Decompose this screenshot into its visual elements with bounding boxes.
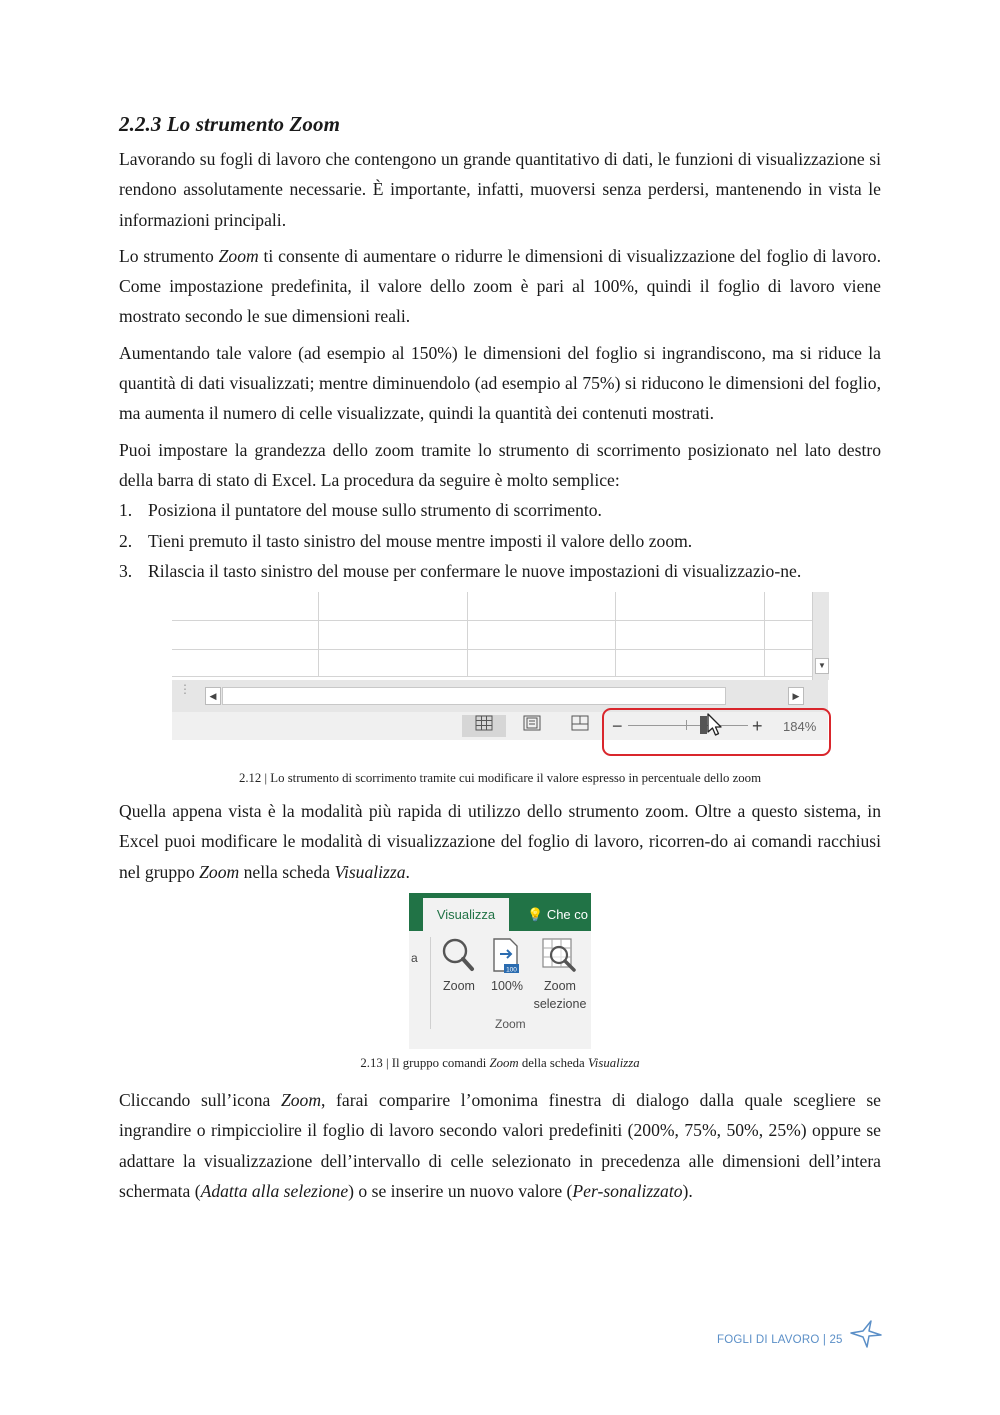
worksheet-grid bbox=[172, 592, 828, 677]
list-item bbox=[119, 556, 881, 586]
zoom-percentage[interactable]: 184% bbox=[783, 719, 817, 735]
figure-zoom-slider-screenshot bbox=[172, 592, 828, 740]
page-layout-icon[interactable] bbox=[510, 715, 554, 737]
ribbon-group-label: Zoom bbox=[495, 1017, 526, 1032]
ribbon-tab-bar bbox=[409, 893, 591, 931]
caption-2-text: 2.13 | Il gruppo comandi bbox=[360, 1056, 490, 1071]
scroll-right-icon[interactable]: ▶ bbox=[788, 687, 804, 705]
list-text: Posiziona il puntatore del mouse sullo strumento di scorrimento. bbox=[148, 500, 602, 521]
paragraph-6-italic-3: Per-sonalizzato bbox=[572, 1180, 683, 1201]
list-number: 2. bbox=[119, 530, 133, 551]
grid-line bbox=[172, 676, 812, 677]
figure-2-caption bbox=[119, 1055, 881, 1071]
grid-line bbox=[615, 592, 616, 677]
paragraph-2-italic: Zoom bbox=[218, 245, 259, 266]
group-separator bbox=[430, 937, 431, 1029]
zoom-in-button[interactable]: + bbox=[752, 716, 763, 737]
paragraph-5-italic: Zoom bbox=[199, 861, 240, 882]
figure-1-caption: 2.12 | Lo strumento di scorrimento tramite cui modificare il valore espresso in percentuale dello zoom bbox=[238, 771, 762, 786]
paragraph-5-text-mid: nella scheda bbox=[239, 861, 335, 882]
list-number: 1. bbox=[119, 500, 133, 521]
grid-line bbox=[467, 592, 468, 677]
paragraph-5 bbox=[119, 796, 881, 887]
tab-tell-me-label: Che co bbox=[546, 907, 589, 923]
zoom-selection-button-label[interactable] bbox=[529, 977, 591, 1013]
splitter-handle-icon[interactable]: ⋮ bbox=[179, 682, 191, 697]
zoom-out-button[interactable]: − bbox=[612, 716, 623, 737]
tab-tell-me[interactable] bbox=[527, 898, 588, 931]
grid-line bbox=[172, 649, 812, 650]
list-text: Rilascia il tasto sinistro del mouse per confermare le nuove impostazioni di visualizzazio-ne. bbox=[148, 560, 802, 581]
page-footer: FOGLI DI LAVORO | 25 bbox=[717, 1334, 843, 1346]
paragraph-3: Aumentando tale valore (ad esempio al 150%) le dimensioni del foglio si ingrandiscono, ma si riduce la quantità di dati visualizzati; mentre diminuendolo (ad esempio al 75%) si riducono le dimensioni del foglio, ma aumenta il numero di celle visualizzate, quindi la quantità dei contenuti mostrati. bbox=[119, 342, 881, 424]
paragraph-6-text: Cliccando sull’icona bbox=[119, 1090, 281, 1111]
paragraph-5-italic-2: Visualizza bbox=[334, 861, 406, 882]
grid-line bbox=[172, 620, 812, 621]
zoom-button-label[interactable]: Zoom bbox=[443, 979, 475, 994]
paragraph-2-text: Lo strumento bbox=[119, 245, 219, 266]
list-text: Tieni premuto il tasto sinistro del mouse mentre imposti il valore dello zoom. bbox=[148, 530, 693, 551]
paragraph-5-text: Quella appena vista è la modalità più rapida di utilizzo dello strumento zoom. Oltre a questo sistema, in Excel puoi modificare le modalità di visualizzazione del foglio di lavoro, ricorren-do ai comandi racchiusi nel gruppo bbox=[119, 801, 881, 882]
lightbulb-icon: 💡 bbox=[527, 907, 544, 923]
list-number: 3. bbox=[119, 560, 133, 581]
paragraph-6 bbox=[119, 1085, 881, 1206]
scroll-left-icon[interactable]: ◀ bbox=[205, 687, 221, 705]
list-item bbox=[119, 495, 881, 525]
scroll-down-icon[interactable]: ▼ bbox=[815, 658, 829, 674]
page-break-preview-icon[interactable] bbox=[558, 715, 602, 737]
tab-visualizza[interactable]: Visualizza bbox=[423, 898, 509, 931]
zoom-selection-label-line1: Zoom bbox=[544, 979, 576, 994]
zoom-magnifier-icon[interactable] bbox=[441, 937, 475, 978]
paragraph-2-text-rest: ti consente di aumentare o ridurre le dimensioni di visualizzazione del foglio di lavoro. Come impostazione predefinita, il valore dello zoom è pari al 100%, quindi il foglio di lavoro viene mostrato secondo le sue dimensioni reali. bbox=[119, 245, 881, 327]
svg-text:100: 100 bbox=[506, 966, 517, 974]
paragraph-6-text-4: ). bbox=[682, 1180, 693, 1201]
paragraph-6-italic: Zoom bbox=[280, 1090, 322, 1111]
paragraph-6-text-3: ) o se inserire un nuovo valore ( bbox=[348, 1180, 573, 1201]
zoom-selection-label-line2: selezione bbox=[533, 997, 587, 1012]
caption-2-italic: Zoom bbox=[489, 1056, 519, 1071]
list-item bbox=[119, 526, 881, 556]
paragraph-6-italic-2: Adatta alla selezione bbox=[200, 1180, 349, 1201]
paragraph-4: Puoi impostare la grandezza dello zoom tramite lo strumento di scorrimento posizionato nel lato destro della barra di stato di Excel. La procedura da seguire è molto semplice: bbox=[119, 439, 881, 490]
zoom-selection-icon[interactable] bbox=[541, 937, 577, 978]
grid-line bbox=[318, 592, 319, 677]
zoom-highlight-box bbox=[602, 708, 831, 756]
zoom-100-button-label[interactable]: 100% bbox=[491, 979, 523, 994]
page-content bbox=[119, 112, 881, 1212]
paragraph-6-text-2: , farai comparire l’omonima finestra di dialogo dalla quale scegliere se ingrandire o rimpicciolire il foglio di lavoro secondo valori predefiniti (200%, 75%, 50%, 25%) oppure se adattare la visualizzazione dell’intervallo di celle selezionato in precedenza alle dimensioni dell’intera schermata ( bbox=[119, 1090, 881, 1201]
zoom-100-icon[interactable] bbox=[491, 937, 521, 980]
clipped-label: a bbox=[411, 951, 418, 966]
steps-list bbox=[119, 495, 881, 586]
paragraph-1: Lavorando su fogli di lavoro che contengono un grande quantitativo di dati, le funzioni di visualizzazione si rendono assolutamente necessarie. È importante, infatti, muoversi senza perdersi, mantenendo in vista le informazioni principali. bbox=[119, 149, 881, 230]
paragraph-5-text-end: . bbox=[405, 861, 410, 882]
caption-2-text-mid: della scheda bbox=[518, 1056, 588, 1071]
paragraph-2 bbox=[119, 241, 881, 332]
normal-view-icon[interactable] bbox=[462, 715, 506, 737]
grid-line bbox=[764, 592, 765, 677]
scrollbar-thumb[interactable] bbox=[222, 687, 726, 705]
section-title: 2.2.3 Lo strumento Zoom bbox=[119, 112, 341, 136]
star-logo-icon bbox=[849, 1319, 883, 1353]
caption-2-italic-2: Visualizza bbox=[587, 1056, 640, 1071]
figure-ribbon-zoom-group bbox=[409, 893, 591, 1049]
vertical-scrollbar[interactable] bbox=[812, 592, 829, 680]
